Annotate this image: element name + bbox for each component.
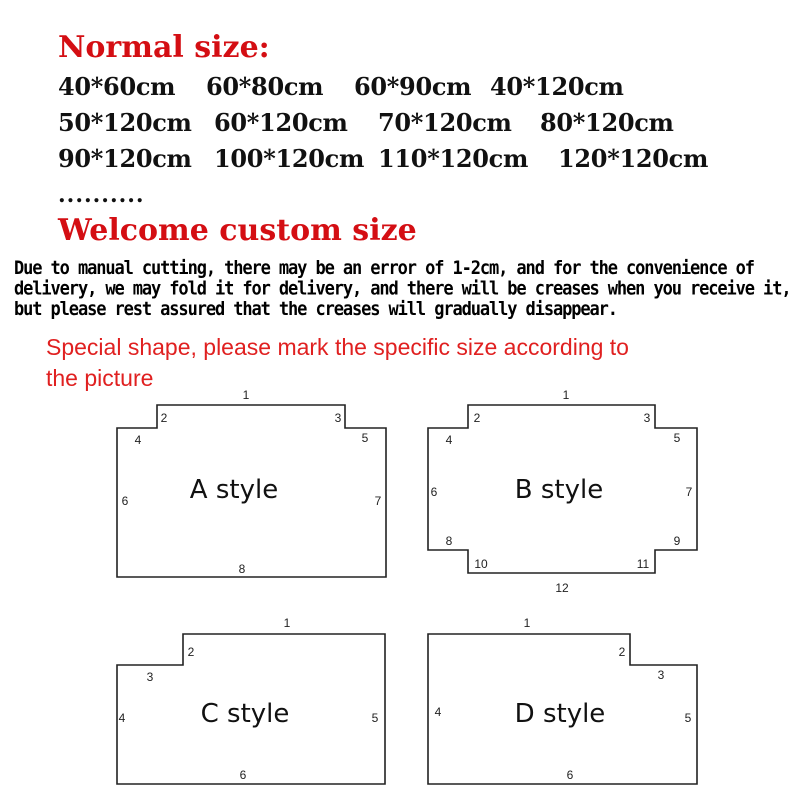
dimension-label: 5 (371, 711, 379, 725)
dimension-label: 1 (523, 616, 531, 630)
notice-line: delivery, we may fold it for delivery, and there will be creases when you receive it, (14, 278, 791, 301)
dimension-label: 8 (445, 534, 453, 548)
size-item: 80*120cm (540, 108, 674, 137)
size-item: 120*120cm (558, 144, 709, 173)
size-item: 100*120cm (214, 144, 365, 173)
size-item: 70*120cm (378, 108, 512, 137)
dimension-label: 8 (238, 562, 246, 576)
dimension-label: 3 (657, 668, 665, 682)
dimension-label: 3 (334, 411, 342, 425)
normal-size-heading: Normal size: (58, 30, 270, 65)
size-item: 40*60cm (58, 72, 176, 101)
dimension-label: 2 (618, 645, 626, 659)
size-item: 110*120cm (378, 144, 529, 173)
dimension-label: 4 (445, 433, 453, 447)
dimension-label: 7 (374, 494, 382, 508)
size-item: 40*120cm (490, 72, 624, 101)
size-item: 60*90cm (354, 72, 472, 101)
dimension-label: 7 (685, 485, 693, 499)
a-style-diagram (117, 388, 386, 577)
dimension-label: 5 (684, 711, 692, 725)
dimension-label: 4 (134, 433, 142, 447)
size-item: 60*120cm (214, 108, 348, 137)
special-shape-line: Special shape, please mark the specific size according to (46, 334, 629, 360)
b-style-diagram (428, 388, 697, 595)
dimension-label: 3 (146, 670, 154, 684)
size-item: 50*120cm (58, 108, 192, 137)
dimension-label: 6 (566, 768, 574, 782)
dimension-label: 4 (434, 705, 442, 719)
dimension-label: 11 (636, 557, 650, 571)
d-style-name: D style (514, 699, 606, 729)
size-item: 60*80cm (206, 72, 324, 101)
dimension-label: 5 (673, 431, 681, 445)
dimension-label: 6 (430, 485, 438, 499)
dimension-label: 1 (242, 388, 250, 402)
d-style-diagram (428, 616, 697, 784)
dimension-label: 9 (673, 534, 681, 548)
dimension-label: 10 (474, 557, 488, 571)
c-style-name: C style (200, 699, 290, 729)
dimension-label: 1 (562, 388, 570, 402)
dimension-label: 2 (187, 645, 195, 659)
notice-line: Due to manual cutting, there may be an error of 1-2cm, and for the convenience of (14, 257, 754, 280)
dimension-label: 12 (555, 581, 569, 595)
notice-line: but please rest assured that the creases will gradually disappear. (14, 298, 617, 321)
dimension-label: 4 (118, 711, 126, 725)
dimension-label: 1 (283, 616, 291, 630)
b-style-name: B style (514, 475, 604, 505)
dimension-label: 2 (473, 411, 481, 425)
custom-size-heading: Welcome custom size (58, 213, 417, 248)
dimension-label: 6 (121, 494, 129, 508)
a-style-name: A style (189, 475, 279, 505)
c-style-diagram (117, 616, 385, 784)
size-item: 90*120cm (58, 144, 192, 173)
dimension-label: 3 (643, 411, 651, 425)
ellipsis: .......... (58, 182, 145, 208)
dimension-label: 6 (239, 768, 247, 782)
dimension-label: 5 (361, 431, 369, 445)
special-shape-line: the picture (46, 365, 154, 391)
dimension-label: 2 (160, 411, 168, 425)
